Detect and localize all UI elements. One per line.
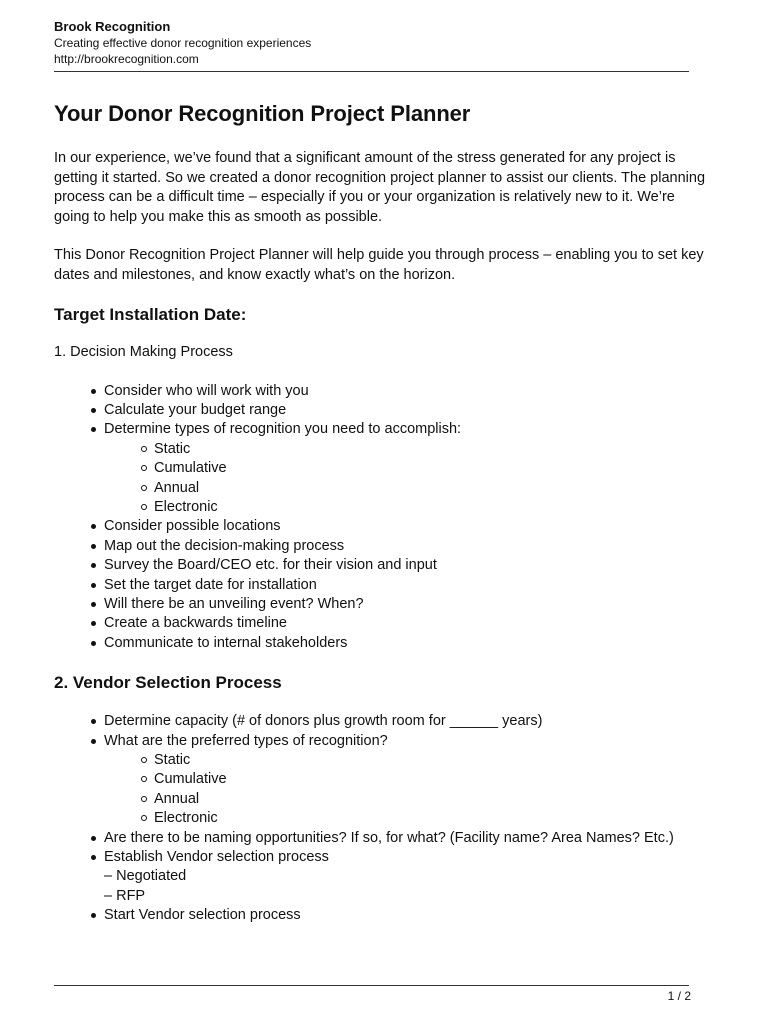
document-page <box>54 0 706 1024</box>
document-body <box>54 99 706 926</box>
page-number: 1 / 2 <box>667 989 691 1003</box>
list-item: Set the target date for installation <box>54 576 706 595</box>
page-title: Your Donor Recognition Project Planner <box>54 101 471 126</box>
list-item <box>54 420 706 517</box>
sub-list-item: Annual <box>54 479 706 498</box>
list-item-label: What are the preferred types of recognition? <box>104 732 388 749</box>
page-header <box>54 19 689 67</box>
process-option-rfp: – RFP <box>104 887 146 904</box>
list-item-label: Establish Vendor selection process <box>104 849 329 866</box>
intro-paragraph-2: This Donor Recognition Project Planner will help guide you through process – enabling you to set key dates and milestones, and know exactly what’s on the horizon. <box>54 247 704 283</box>
sub-list-item: Static <box>54 440 706 459</box>
target-date-heading: Target Installation Date: <box>54 305 247 324</box>
site-url: http://brookrecognition.com <box>54 52 199 66</box>
list-item: Consider possible locations <box>54 517 706 536</box>
vendor-selection-list <box>54 712 706 925</box>
list-item: Communicate to internal stakeholders <box>54 634 706 653</box>
list-item <box>54 732 706 829</box>
list-item: Will there be an unveiling event? When? <box>54 595 706 614</box>
list-item: Calculate your budget range <box>54 401 706 420</box>
list-item: Survey the Board/CEO etc. for their vision and input <box>54 556 706 575</box>
list-item: Determine capacity (# of donors plus growth room for ______ years) <box>54 712 706 731</box>
list-item-label: Determine types of recognition you need to accomplish: <box>104 421 462 438</box>
section-2-title: 2. Vendor Selection Process <box>54 673 282 693</box>
sub-list-item: Electronic <box>54 498 706 517</box>
sub-list-item: Cumulative <box>54 459 706 478</box>
site-name: Brook Recognition <box>54 19 171 34</box>
list-item: Create a backwards timeline <box>54 614 706 633</box>
site-tagline: Creating effective donor recognition experiences <box>54 36 312 50</box>
list-item: Consider who will work with you <box>54 382 706 401</box>
list-item <box>54 848 706 906</box>
sub-list-item: Static <box>54 751 706 770</box>
process-option-negotiated: – Negotiated <box>104 868 187 885</box>
sub-list-item: Cumulative <box>54 770 706 789</box>
footer-divider <box>54 985 689 986</box>
sub-list-item: Electronic <box>54 809 706 828</box>
header-divider <box>54 71 689 72</box>
intro-paragraph-1: In our experience, we’ve found that a significant amount of the stress generated for any project is getting it started. So we created a donor recognition project planner to assist our clients. The planning process can be a difficult time – especially if you or your organization is relatively new to it. We’re going to help you make this as smooth as possible. <box>54 150 706 225</box>
decision-making-list <box>54 382 706 654</box>
preferred-types-list <box>104 751 706 829</box>
recognition-types-list <box>104 440 706 518</box>
list-item: Map out the decision-making process <box>54 537 706 556</box>
list-item: Start Vendor selection process <box>54 906 706 925</box>
section-1-title: 1. Decision Making Process <box>54 344 233 360</box>
sub-list-item: Annual <box>54 790 706 809</box>
list-item: Are there to be naming opportunities? If so, for what? (Facility name? Area Names? Etc.) <box>54 829 706 848</box>
